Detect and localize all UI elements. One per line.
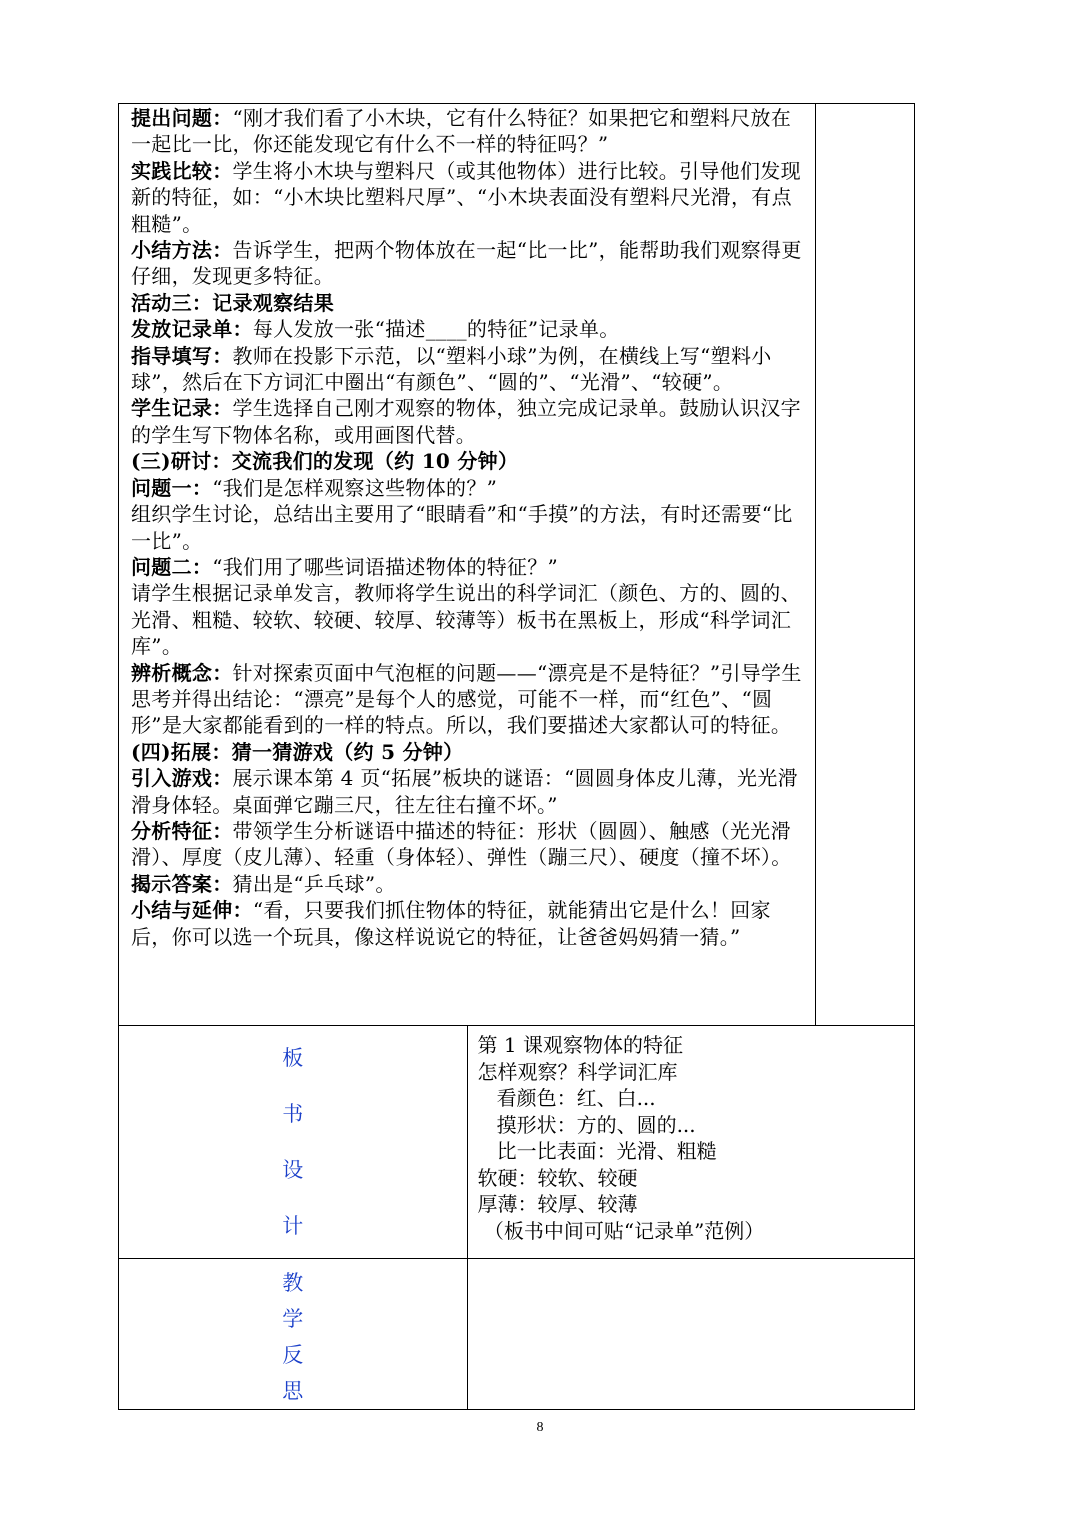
paragraph-label: 问题一： bbox=[131, 475, 213, 500]
process-cell bbox=[119, 104, 816, 1026]
board-line: 摸形状：方的、圆的... bbox=[477, 1112, 696, 1137]
paragraph-label: 小结方法： bbox=[131, 238, 233, 263]
process-paragraph bbox=[131, 897, 807, 950]
process-row bbox=[119, 104, 915, 1026]
process-paragraph bbox=[131, 237, 807, 290]
process-paragraph bbox=[131, 316, 807, 342]
label-char: 反 bbox=[282, 1343, 304, 1367]
paragraph-text: 告诉学生，把两个物体放在一起“比一比”，能帮助我们观察得更仔细，发现更多特征。 bbox=[131, 238, 802, 289]
paragraph-label: 揭示答案： bbox=[131, 871, 233, 896]
process-paragraph bbox=[131, 158, 807, 237]
paragraph-label: 小结与延伸： bbox=[131, 898, 253, 923]
board-line: 怎样观察？科学词汇库 bbox=[477, 1059, 678, 1084]
paragraph-text: “我们是怎样观察这些物体的？” bbox=[212, 475, 498, 500]
process-text bbox=[131, 105, 807, 950]
paragraph-text: 带领学生分析谜语中描述的特征：形状（圆圆）、触感（光光滑滑）、厚度（皮儿薄）、轻重（身体轻）、弹性（蹦三尺）、硬度（撞不坏）。 bbox=[131, 818, 792, 870]
process-paragraph bbox=[131, 501, 807, 554]
paragraph-label: 辨析概念： bbox=[131, 660, 233, 685]
board-line: 看颜色：红、白... bbox=[477, 1086, 656, 1110]
paragraph-text: “看，只要我们抓住物体的特征，就能猜出它是什么！回家后，你可以选一个玩具，像这样说说它的特征，让爸爸妈妈猜一猜。” bbox=[131, 898, 771, 949]
process-paragraph bbox=[131, 105, 807, 158]
lesson-plan-table bbox=[118, 103, 915, 1403]
label-char: 板 bbox=[282, 1046, 304, 1070]
label-char: 书 bbox=[282, 1102, 304, 1126]
paragraph-text: 教师在投影下示范，以“塑料小球”为例，在横线上写“塑料小球”，然后在下方词汇中圈出“有颜色”、“圆的”、“光滑”、“较硬”。 bbox=[131, 343, 772, 395]
board-line: 软硬：较软、较硬 bbox=[477, 1165, 638, 1190]
paragraph-text: 请学生根据记录单发言，教师将学生说出的科学词汇（颜色、方的、圆的、光滑、粗糙、较软、较硬、较厚、较薄等）板书在黑板上，形成“科学词汇库”。 bbox=[131, 581, 801, 659]
process-paragraph bbox=[131, 765, 807, 818]
process-paragraph bbox=[131, 343, 807, 396]
process-paragraph bbox=[131, 448, 807, 474]
board-line: 第 1 课观察物体的特征 bbox=[477, 1033, 683, 1057]
paragraph-label: (四)拓展：猜一猜游戏（约 5 分钟） bbox=[131, 739, 464, 764]
board-design-content bbox=[467, 1026, 915, 1259]
reflection-label-cell bbox=[119, 1259, 468, 1410]
paragraph-label: 分析特征： bbox=[131, 818, 233, 843]
board-line: （板书中间可贴“记录单”范例） bbox=[477, 1218, 765, 1243]
notes-cell bbox=[816, 104, 915, 1026]
plan-table bbox=[118, 103, 915, 1410]
paragraph-text: 针对探索页面中气泡框的问题——“漂亮是不是特征？”引导学生思考并得出结论：“漂亮”是每个人的感觉，可能不一样，而“红色”、“圆形”是大家都能看到的一样的特点。所以，我们要描述大家都认可的特征。 bbox=[131, 660, 802, 738]
paragraph-label: 问题二： bbox=[131, 554, 213, 579]
label-char: 教 bbox=[282, 1271, 304, 1295]
board-design-label bbox=[119, 1026, 467, 1254]
label-char: 计 bbox=[282, 1214, 304, 1238]
paragraph-label: 发放记录单： bbox=[131, 317, 253, 342]
label-char: 设 bbox=[282, 1158, 304, 1182]
board-line: 厚薄：较厚、较薄 bbox=[477, 1192, 638, 1216]
process-paragraph bbox=[131, 395, 807, 448]
board-design-row bbox=[119, 1026, 915, 1259]
paragraph-label: (三)研讨：交流我们的发现（约 10 分钟） bbox=[131, 449, 519, 474]
process-paragraph bbox=[131, 290, 807, 316]
reflection-row bbox=[119, 1259, 915, 1410]
paragraph-text: “刚才我们看了小木块，它有什么特征？如果把它和塑料尺放在一起比一比，你还能发现它有什么不一样的特征吗？” bbox=[131, 106, 792, 157]
reflection-label bbox=[119, 1259, 467, 1409]
process-paragraph bbox=[131, 554, 807, 580]
paragraph-text: 组织学生讨论，总结出主要用了“眼睛看”和“手摸”的方法，有时还需要“比一比”。 bbox=[131, 502, 793, 553]
paragraph-text: 学生将小木块与塑料尺（或其他物体）进行比较。引导他们发现新的特征，如：“小木块比塑料尺厚”、“小木块表面没有塑料尺光滑，有点粗糙”。 bbox=[131, 158, 801, 236]
label-char: 思 bbox=[282, 1379, 304, 1403]
paragraph-text: 展示课本第 4 页“拓展”板块的谜语：“圆圆身体皮儿薄，光光滑滑身体轻。桌面弹它蹦三尺，往左往右撞不坏。” bbox=[131, 766, 798, 817]
process-paragraph bbox=[131, 475, 807, 501]
paragraph-text: 猜出是“乒乓球”。 bbox=[232, 871, 396, 896]
process-paragraph bbox=[131, 871, 807, 897]
paragraph-label: 活动三：记录观察结果 bbox=[131, 290, 334, 315]
process-paragraph bbox=[131, 739, 807, 765]
process-paragraph bbox=[131, 818, 807, 871]
paragraph-label: 指导填写： bbox=[131, 343, 233, 368]
page-number: 8 bbox=[536, 1420, 544, 1435]
paragraph-text: “我们用了哪些词语描述物体的特征？” bbox=[212, 554, 559, 579]
reflection-content bbox=[467, 1259, 915, 1410]
paragraph-label: 引入游戏： bbox=[131, 766, 233, 791]
paragraph-label: 学生记录： bbox=[131, 396, 233, 421]
paragraph-text: 学生选择自己刚才观察的物体，独立完成记录单。鼓励认识汉字的学生写下物体名称，或用画图代替。 bbox=[131, 396, 801, 447]
process-paragraph bbox=[131, 660, 807, 739]
label-char: 学 bbox=[282, 1307, 304, 1331]
process-paragraph bbox=[131, 580, 807, 659]
paragraph-label: 实践比较： bbox=[131, 158, 233, 183]
paragraph-label: 提出问题： bbox=[131, 106, 233, 130]
paragraph-text: 每人发放一张“描述____的特征”记录单。 bbox=[252, 317, 620, 342]
board-line: 比一比表面：光滑、粗糙 bbox=[477, 1139, 717, 1163]
board-design-label-cell bbox=[119, 1026, 468, 1259]
